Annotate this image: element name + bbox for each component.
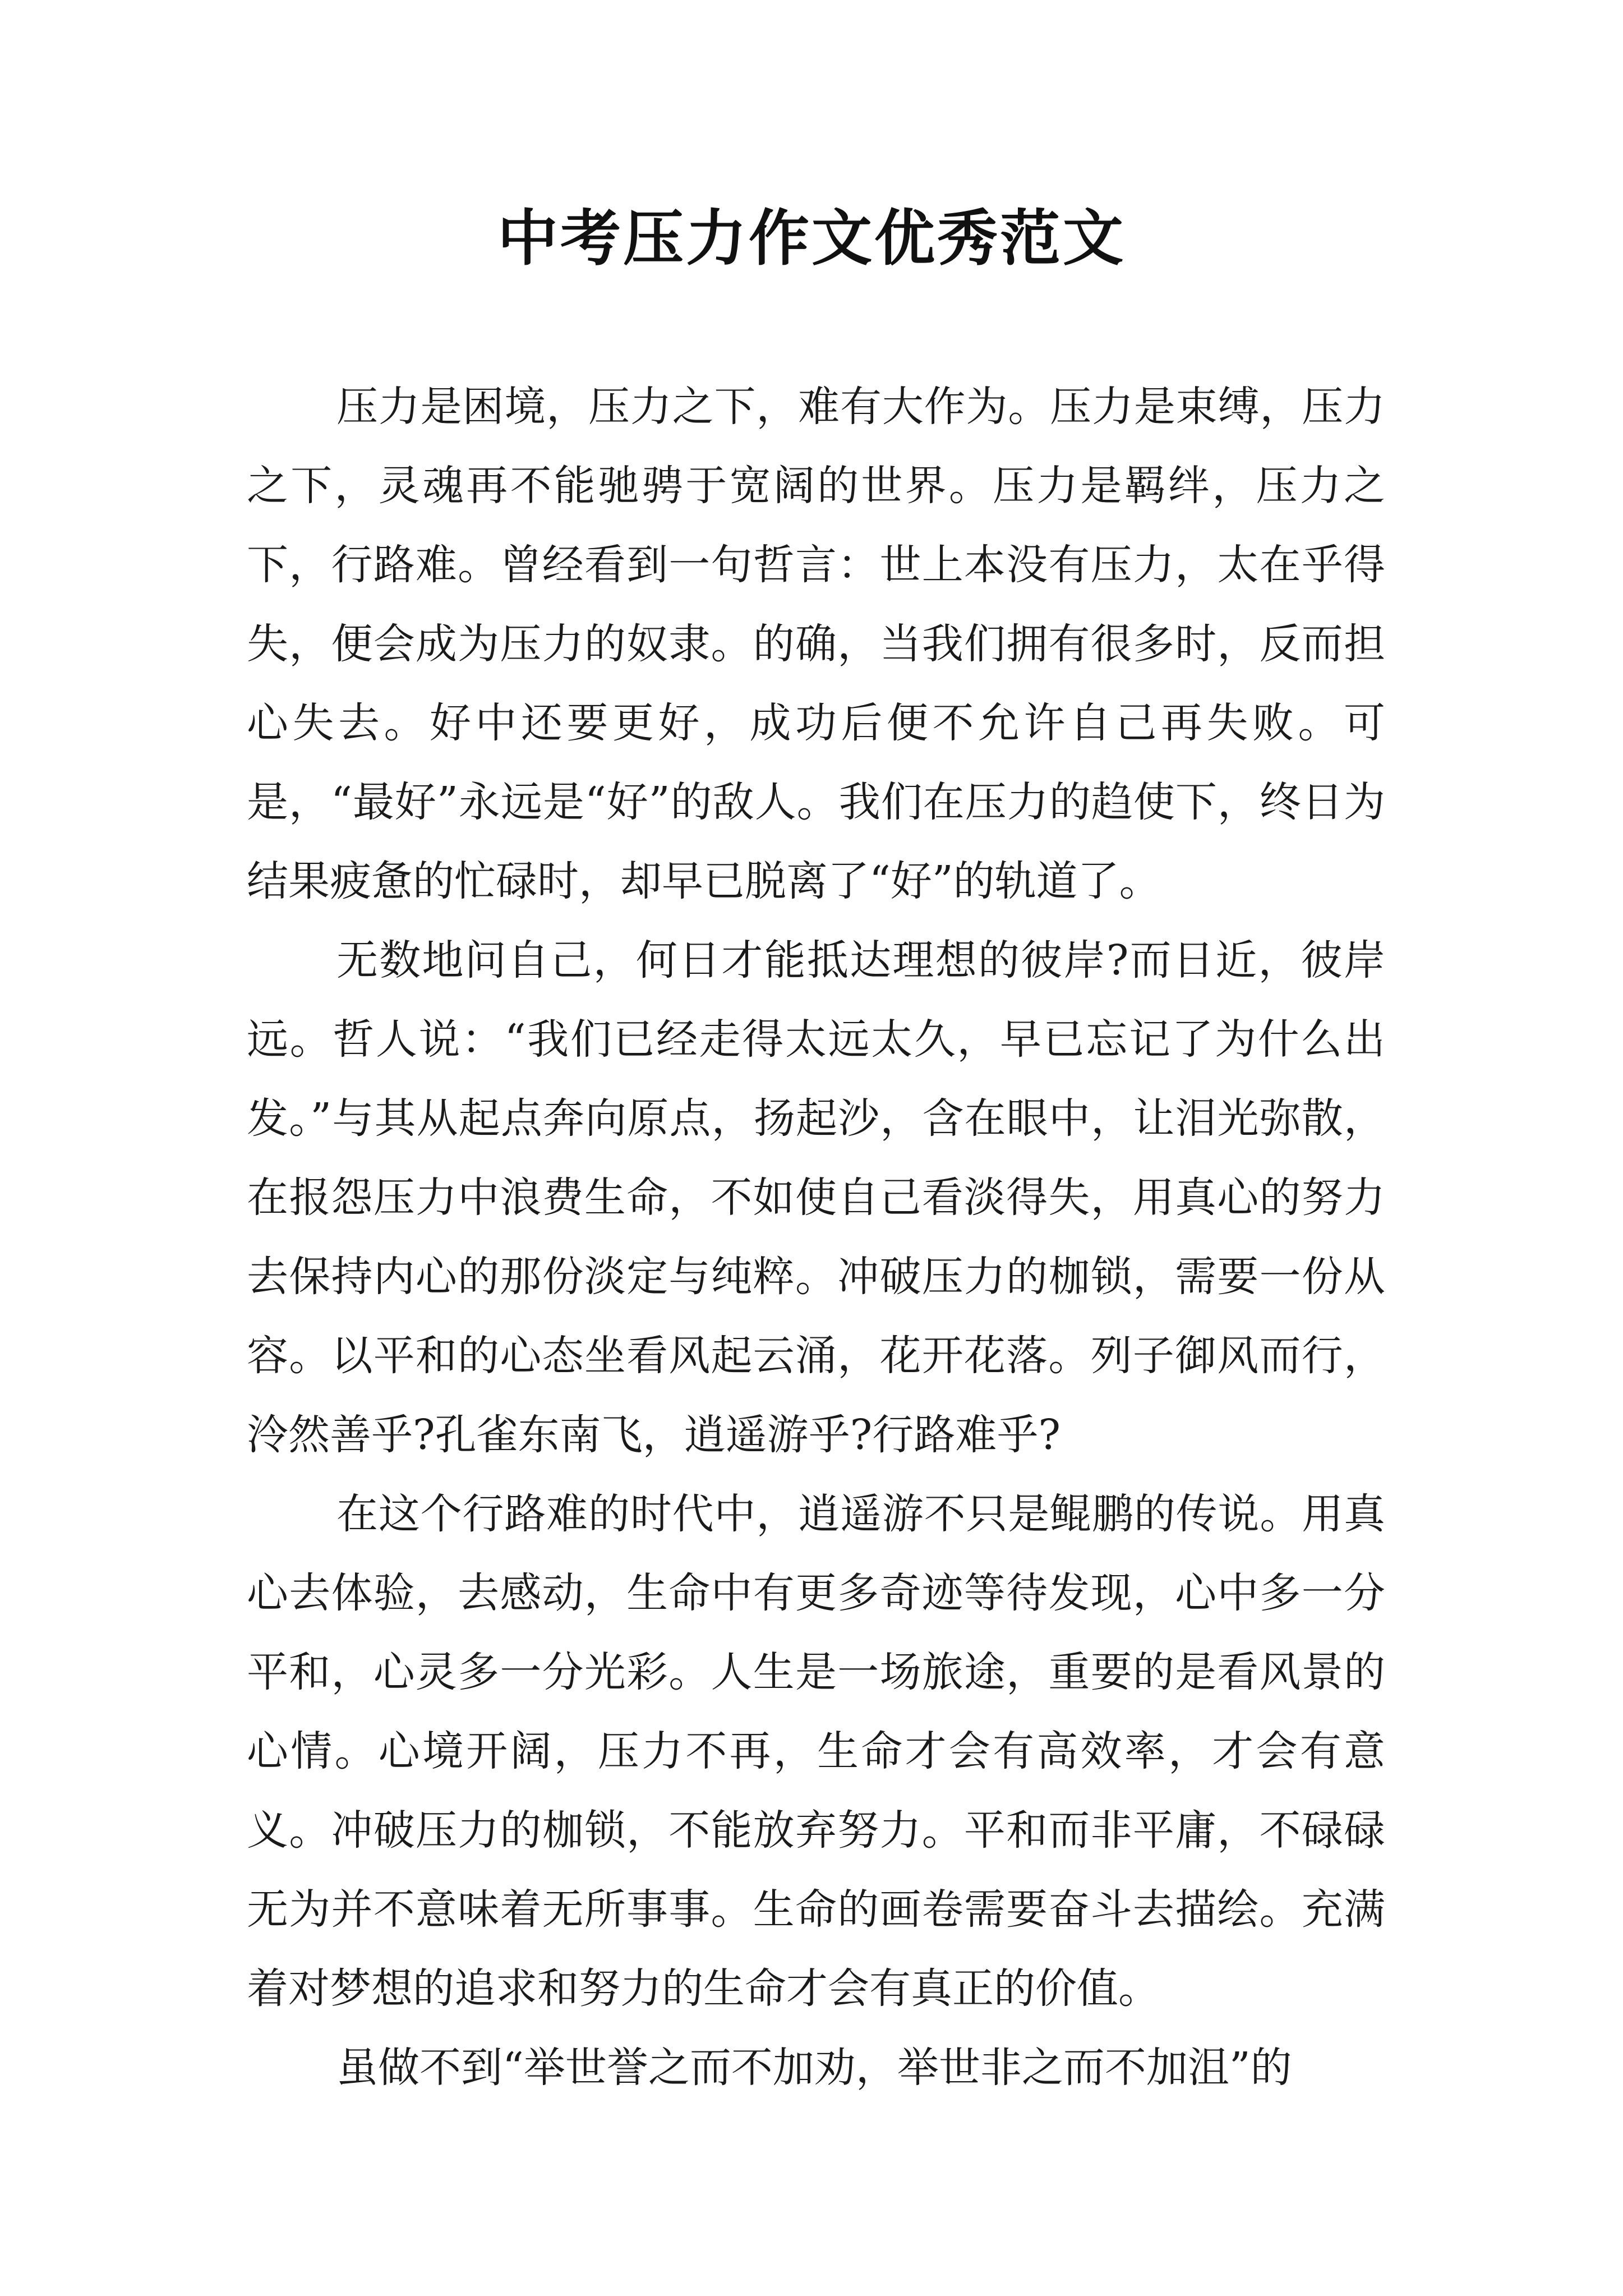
paragraph-1: 压力是困境，压力之下，难有大作为。压力是束缚，压力之下，灵魂再不能驰骋于宽阔的世界。压力是羁绊，压力之下，行路难。曾经看到一句哲言：世上本没有压力，太在乎得失，便会成为压力的奴隶。的确，当我们拥有很多时，反而担心失去。好中还要更好，成功后便不允许自己再失败。可是，“最好”永远是“好”的敌人。我们在压力的趋使下，终日为结果疲惫的忙碌时，却早已脱离了“好”的轨道了。 [247, 383, 1385, 905]
paragraph-2: 无数地问自己，何日才能抵达理想的彼岸?而日近，彼岸远。哲人说：“我们已经走得太远太久，早已忘记了为什么出发。”与其从起点奔向原点，扬起沙，含在眼中，让泪光弥散，在报怨压力中浪费生命，不如使自己看淡得失，用真心的努力去保持内心的那份淡定与纯粹。冲破压力的枷锁，需要一份从容。以平和的心态坐看风起云涌，花开花落。列子御风而行，泠然善乎?孔雀东南飞，逍遥游乎?行路难乎? [247, 936, 1385, 1459]
paragraph-3: 在这个行路难的时代中，逍遥游不只是鲲鹏的传说。用真心去体验，去感动，生命中有更多奇迹等待发现，心中多一分平和，心灵多一分光彩。人生是一场旅途，重要的是看风景的心情。心境开阔，压力不再，生命才会有高效率，才会有意义。冲破压力的枷锁，不能放弃努力。平和而非平庸，不碌碌无为并不意味着无所事事。生命的画卷需要奋斗去描绘。充满着对梦想的追求和努力的生命才会有真正的价值。 [247, 1490, 1385, 2013]
document-body [247, 367, 1385, 2108]
document-title: 中考压力作文优秀范文 [497, 203, 1126, 274]
paragraph-4: 虽做不到“举世誉之而不加劝，举世非之而不加沮”的 [336, 2044, 1292, 2092]
